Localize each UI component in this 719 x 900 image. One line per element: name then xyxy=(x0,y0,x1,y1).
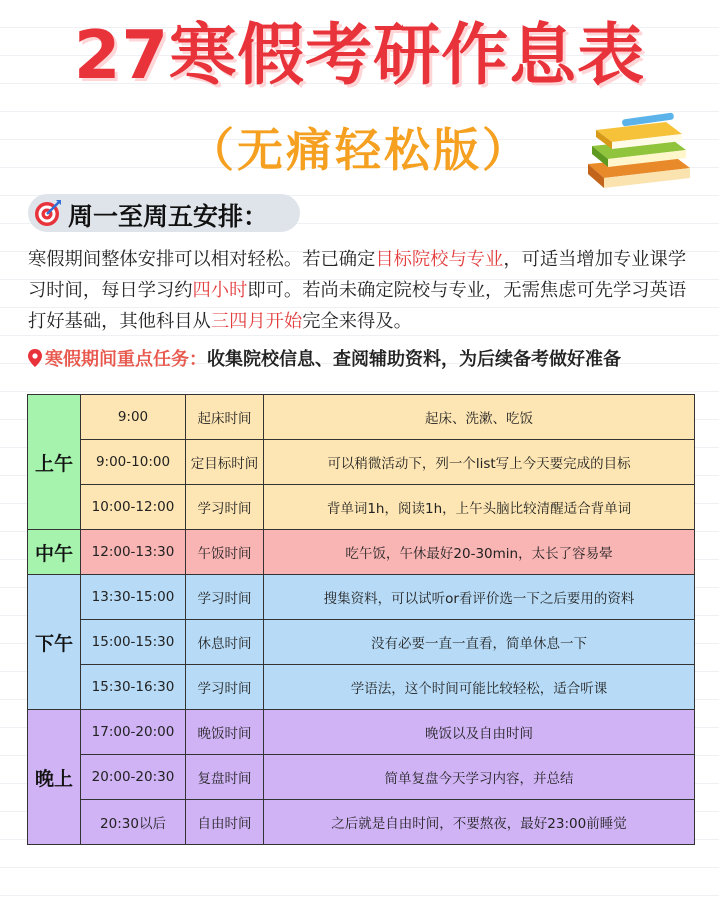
intro-text-1: 寒假期间整体安排可以相对轻松。若已确定 xyxy=(28,249,376,270)
period-morning: 上午 xyxy=(28,395,81,530)
detail-cell: 可以稍微活动下，列一个list写上今天要完成的目标 xyxy=(264,440,695,485)
period-noon: 中午 xyxy=(28,530,81,575)
table-row xyxy=(28,395,695,440)
table-row xyxy=(28,620,695,665)
table-row xyxy=(28,440,695,485)
item-cell: 起床时间 xyxy=(186,395,264,440)
time-cell: 20:00-20:30 xyxy=(81,755,186,800)
detail-cell: 起床、洗漱、吃饭 xyxy=(264,395,695,440)
time-cell: 15:00-15:30 xyxy=(81,620,186,665)
table-row xyxy=(28,530,695,575)
intro-text-2: ，可适当增加专业课学习时间，每日学习约 xyxy=(28,249,687,301)
time-cell: 15:30-16:30 xyxy=(81,665,186,710)
pin-icon xyxy=(28,349,42,367)
item-cell: 学习时间 xyxy=(186,575,264,620)
item-cell: 学习时间 xyxy=(186,485,264,530)
key-task-text: 收集院校信息、查阅辅助资料，为后续备考做好准备 xyxy=(207,349,621,370)
detail-cell: 搜集资料，可以试听or看评价选一下之后要用的资料 xyxy=(264,575,695,620)
detail-cell: 晚饭以及自由时间 xyxy=(264,710,695,755)
item-cell: 休息时间 xyxy=(186,620,264,665)
table-row xyxy=(28,755,695,800)
item-cell: 复盘时间 xyxy=(186,755,264,800)
detail-cell: 之后就是自由时间，不要熬夜，最好23:00前睡觉 xyxy=(264,800,695,845)
intro-text-4: 完全来得及。 xyxy=(302,311,412,332)
time-cell: 17:00-20:00 xyxy=(81,710,186,755)
table-row xyxy=(28,575,695,620)
period-evening: 晚上 xyxy=(28,710,81,845)
intro-text-3: 即可。若尚未确定院校与专业，无需焦虑可先学习英语打好基础，其他科目从 xyxy=(28,280,687,332)
detail-cell: 背单词1h，阅读1h，上午头脑比较清醒适合背单词 xyxy=(264,485,695,530)
detail-cell: 简单复盘今天学习内容，并总结 xyxy=(264,755,695,800)
table-row xyxy=(28,710,695,755)
time-cell: 9:00 xyxy=(81,395,186,440)
period-afternoon: 下午 xyxy=(28,575,81,710)
detail-cell: 学语法，这个时间可能比较轻松，适合听课 xyxy=(264,665,695,710)
page-title: 27寒假考研作息表 xyxy=(73,16,646,94)
item-cell: 自由时间 xyxy=(186,800,264,845)
books-icon xyxy=(582,112,694,192)
schedule-table xyxy=(27,394,695,845)
target-icon xyxy=(34,199,62,227)
intro-highlight-3: 三四月开始 xyxy=(210,311,303,332)
detail-cell: 吃午饭，午休最好20-30min，太长了容易晕 xyxy=(264,530,695,575)
time-cell: 20:30以后 xyxy=(81,800,186,845)
intro-highlight-1: 目标院校与专业 xyxy=(375,249,504,270)
item-cell: 学习时间 xyxy=(186,665,264,710)
time-cell: 9:00-10:00 xyxy=(81,440,186,485)
intro-highlight-2: 四小时 xyxy=(192,280,248,301)
item-cell: 晚饭时间 xyxy=(186,710,264,755)
item-cell: 定目标时间 xyxy=(186,440,264,485)
section-header xyxy=(28,194,300,232)
time-cell: 12:00-13:30 xyxy=(81,530,186,575)
key-task-line xyxy=(28,345,698,371)
section-title: 周一至周五安排： xyxy=(68,202,269,231)
item-cell: 午饭时间 xyxy=(186,530,264,575)
time-cell: 10:00-12:00 xyxy=(81,485,186,530)
page-subtitle: （无痛轻松版） xyxy=(188,123,531,177)
intro-paragraph xyxy=(28,244,696,337)
table-row xyxy=(28,485,695,530)
detail-cell: 没有必要一直一直看，简单休息一下 xyxy=(264,620,695,665)
key-task-label: 寒假期间重点任务： xyxy=(45,349,207,370)
table-row xyxy=(28,800,695,845)
time-cell: 13:30-15:00 xyxy=(81,575,186,620)
table-row xyxy=(28,665,695,710)
